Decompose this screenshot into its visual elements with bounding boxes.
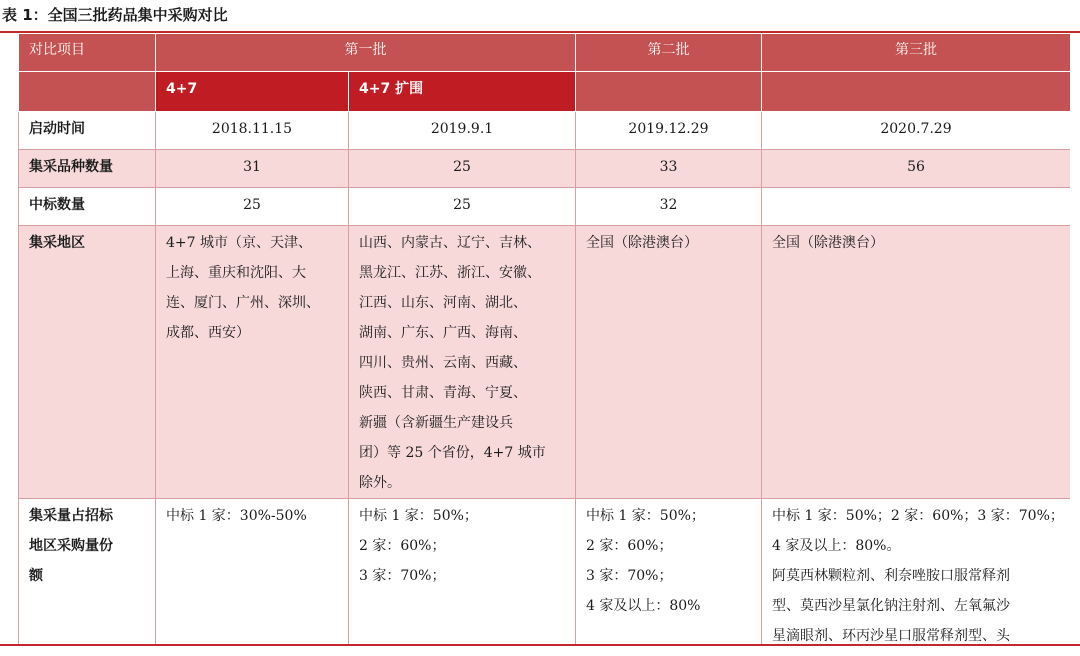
area-1-line: 上海、重庆和沈阳、大 bbox=[166, 265, 306, 281]
area-2-line: 四川、贵州、云南、西藏、 bbox=[359, 355, 527, 371]
cell-start-1: 2018.11.15 bbox=[156, 112, 349, 150]
share-2-line: 中标 1 家：50%； bbox=[359, 508, 478, 524]
area-1-line: 成都、西安） bbox=[166, 325, 250, 341]
share-4-line: 星滴眼剂、环丙沙星口服常释剂型、头 bbox=[772, 628, 1010, 644]
share-1-line: 中标 1 家：30%-50% bbox=[166, 508, 307, 524]
cell-share-3 bbox=[576, 499, 762, 645]
row-start-time bbox=[19, 112, 1071, 150]
subheader-4plus7-expanded: 4+7 扩围 bbox=[349, 72, 576, 112]
area-2-line: 除外。 bbox=[359, 475, 401, 491]
area-3-line: 全国（除港澳台） bbox=[586, 235, 698, 251]
subheader-row bbox=[19, 72, 1071, 112]
cell-share-4 bbox=[762, 499, 1071, 645]
share-2-line: 2 家：60%； bbox=[359, 538, 446, 554]
header-batch1: 第一批 bbox=[156, 34, 576, 72]
cell-share-1 bbox=[156, 499, 349, 645]
area-2-line: 陕西、甘肃、青海、宁夏、 bbox=[359, 385, 527, 401]
row-share bbox=[19, 499, 1071, 645]
share-4-line: 型、莫西沙星氯化钠注射剂、左氧氟沙 bbox=[772, 598, 1010, 614]
area-2-line: 山西、内蒙古、辽宁、吉林、 bbox=[359, 235, 541, 251]
area-2-line: 湖南、广东、广西、海南、 bbox=[359, 325, 527, 341]
header-item: 对比项目 bbox=[19, 34, 156, 72]
row-winners bbox=[19, 188, 1071, 226]
cell-varieties-4: 56 bbox=[762, 150, 1071, 188]
share-2-line: 3 家：70%； bbox=[359, 568, 446, 584]
cell-area-1 bbox=[156, 226, 349, 499]
label-share bbox=[19, 499, 156, 645]
area-1-line: 4+7 城市（京、天津、 bbox=[166, 235, 312, 251]
share-label-line: 额 bbox=[29, 568, 43, 584]
table-caption: 表 1：全国三批药品集中采购对比 bbox=[2, 6, 228, 24]
share-3-line: 4 家及以上：80% bbox=[586, 598, 701, 614]
row-varieties bbox=[19, 150, 1071, 188]
area-2-line: 江西、山东、河南、湖北、 bbox=[359, 295, 527, 311]
area-2-line: 黑龙江、江苏、浙江、安徽、 bbox=[359, 265, 541, 281]
share-3-line: 中标 1 家：50%； bbox=[586, 508, 705, 524]
cell-winners-2: 25 bbox=[349, 188, 576, 226]
row-area bbox=[19, 226, 1071, 499]
cell-area-2 bbox=[349, 226, 576, 499]
area-2-line: 团）等 25 个省份，4+7 城市 bbox=[359, 445, 546, 461]
label-varieties: 集采品种数量 bbox=[19, 150, 156, 188]
cell-varieties-3: 33 bbox=[576, 150, 762, 188]
cell-area-4 bbox=[762, 226, 1071, 499]
share-label-line: 集采量占招标 bbox=[29, 508, 113, 524]
area-1-line: 连、厦门、广州、深圳、 bbox=[166, 295, 320, 311]
share-4-line: 中标 1 家：50%；2 家：60%；3 家：70%； bbox=[772, 508, 1064, 524]
area-4-line: 全国（除港澳台） bbox=[772, 235, 884, 251]
share-3-line: 3 家：70%； bbox=[586, 568, 673, 584]
cell-varieties-1: 31 bbox=[156, 150, 349, 188]
cell-winners-3: 32 bbox=[576, 188, 762, 226]
cell-varieties-2: 25 bbox=[349, 150, 576, 188]
cell-share-2 bbox=[349, 499, 576, 645]
header-batch3: 第三批 bbox=[762, 34, 1071, 72]
subheader-empty bbox=[19, 72, 156, 112]
cell-start-2: 2019.9.1 bbox=[349, 112, 576, 150]
cell-start-3: 2019.12.29 bbox=[576, 112, 762, 150]
label-start-time: 启动时间 bbox=[19, 112, 156, 150]
comparison-table-wrapper bbox=[18, 33, 1070, 644]
share-3-line: 2 家：60%； bbox=[586, 538, 673, 554]
subheader-empty-3 bbox=[762, 72, 1071, 112]
comparison-table bbox=[18, 33, 1070, 644]
cell-winners-4 bbox=[762, 188, 1071, 226]
share-label-line: 地区采购量份 bbox=[29, 538, 113, 554]
subheader-empty-2 bbox=[576, 72, 762, 112]
share-4-line: 阿莫西林颗粒剂、利奈唑胺口服常释剂 bbox=[772, 568, 1010, 584]
share-4-line: 4 家及以上：80%。 bbox=[772, 538, 901, 554]
header-batch2: 第二批 bbox=[576, 34, 762, 72]
cell-area-3 bbox=[576, 226, 762, 499]
subheader-4plus7: 4+7 bbox=[156, 72, 349, 112]
header-row bbox=[19, 34, 1071, 72]
label-winners: 中标数量 bbox=[19, 188, 156, 226]
bottom-rule bbox=[0, 644, 1080, 646]
area-2-line: 新疆（含新疆生产建设兵 bbox=[359, 415, 513, 431]
cell-winners-1: 25 bbox=[156, 188, 349, 226]
label-area: 集采地区 bbox=[19, 226, 156, 499]
cell-start-4: 2020.7.29 bbox=[762, 112, 1071, 150]
